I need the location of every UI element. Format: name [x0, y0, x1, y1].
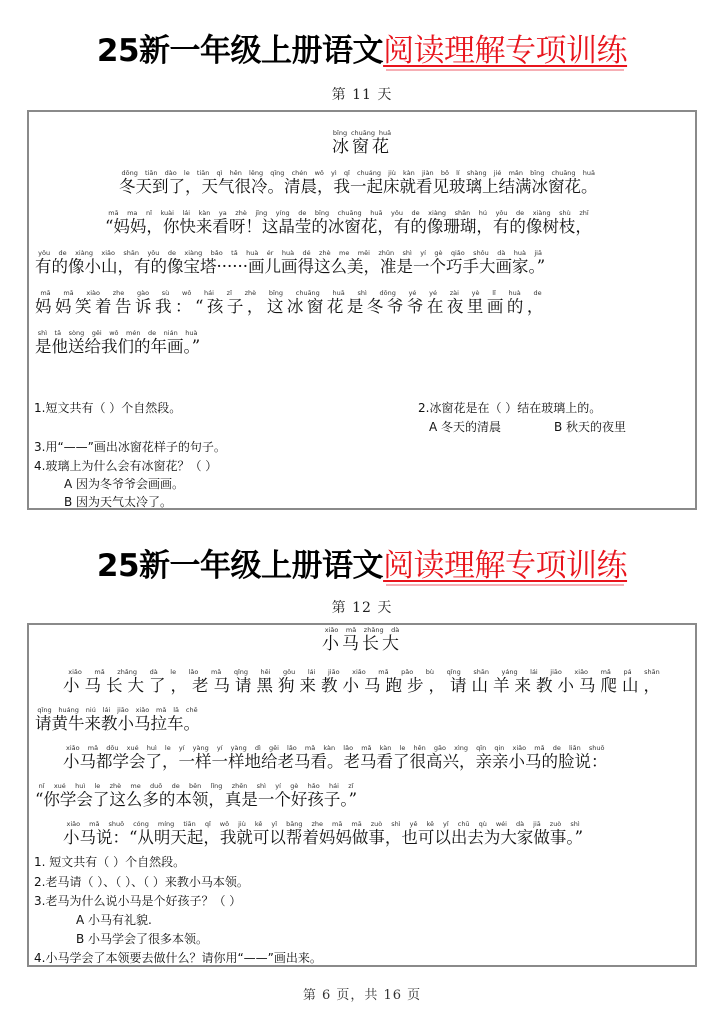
- story-title: 小马长大xiǎo mǎ zhǎng dà: [322, 626, 402, 654]
- question-4-option-b: B 因为天气太冷了。: [64, 495, 173, 509]
- question-1: 1.短文共有（ ）个自然段。: [34, 401, 182, 415]
- day-label: 第 12 天: [331, 600, 393, 616]
- question-3: 3.老马为什么说小马是个好孩子？（ ）: [34, 894, 242, 908]
- story-line: 小马说：“从明天起，我就可以帮着妈妈做事，也可以出去为大家做事。”xiǎo mǎ shuō cóng míng tiān qǐ wǒ jiù kě yǐ bāng zhe mā mā zuò shì yě kě yǐ chū qù wéi dà jiā zuò shì: [63, 820, 584, 847]
- title-highlight: 阅读理解专项训练: [383, 33, 628, 69]
- day-label: 第 11 天: [331, 87, 393, 103]
- title-prefix: 25新一年级上册语文: [96, 33, 384, 69]
- question-2: 2.冰窗花是在（ ）结在玻璃上的。: [418, 401, 602, 415]
- question-4-option-a: A 因为冬爷爷会画画。: [64, 477, 185, 491]
- title-prefix: 25新一年级上册语文: [96, 548, 384, 584]
- story-line: 妈妈笑着告诉我：“孩子，这冰窗花是冬爷爷在夜里画的，mā mā xiào zhe gào sù wǒ hái zǐ zhè bīng chuāng huā shì dōng yé yé zài yè lǐ huà de: [35, 289, 547, 316]
- question-4: 4.玻璃上为什么会有冰窗花？（ ）: [34, 459, 218, 473]
- question-3-option-b: B 小马学会了很多本领。: [76, 932, 209, 946]
- question-2-option-b: B 秋天的夜里: [554, 420, 627, 434]
- story-line: 冬天到了，天气很冷。清晨，我一起床就看见玻璃上结满冰窗花。dōng tiān dào le tiān qì hěn lěng qīng chén wǒ yì qǐ chuáng jiù kàn jiàn bō lí shàng jié mǎn bīng chuāng huā: [119, 169, 598, 196]
- story-line: 是他送给我们的年画。”shì tā sòng gěi wǒ mén de nián huà: [35, 329, 201, 356]
- page-number: 第 6 页，共 16 页: [302, 988, 422, 1003]
- story-line: 请黄牛来教小马拉车。qǐng huáng niú lái jiāo xiǎo mǎ lā chē: [35, 706, 200, 733]
- question-4: 4.小马学会了本领要去做什么？请你用“——”画出来。: [34, 951, 322, 965]
- question-2: 2.老马请（ ）、（ ）、（ ）来教小马本领。: [34, 875, 249, 889]
- reading-box-day-12: [27, 623, 697, 967]
- story-line: 小马长大了，老马请黑狗来教小马跑步，请山羊来教小马爬山，xiǎo mǎ zhǎng dà le lǎo mǎ qǐng hēi gǒu lái jiāo xiǎo mǎ pǎo bù qǐng shān yáng lái jiāo xiǎo mǎ pá shān: [63, 668, 665, 695]
- reading-box-day-11: [27, 110, 697, 510]
- story-line: 有的像小山，有的像宝塔······画儿画得这么美，准是一个巧手大画家。”yǒu de xiàng xiǎo shān yǒu de xiàng bǎo tǎ huà ér huà dé zhè me měi zhǔn shì yí gè qiǎo shǒu dà huà jiā: [35, 249, 546, 276]
- title-highlight: 阅读理解专项训练: [383, 548, 628, 584]
- question-3-option-a: A 小马有礼貌.: [76, 913, 152, 927]
- story-line: 小马都学会了，一样一样地给老马看。老马看了很高兴，亲亲小马的脸说：xiǎo mǎ dōu xué huì le yí yàng yí yàng dì gěi lǎo mǎ kàn lǎo mǎ kàn le hěn gāo xìng qīn qin xiǎo mǎ de liǎn shuō: [63, 744, 608, 771]
- question-3: 3.用“——”画出冰窗花样子的句子。: [34, 440, 226, 454]
- story-line: “妈妈，你快来看呀！这晶莹的冰窗花，有的像珊瑚，有的像树枝，mā ma nǐ kuài lái kàn ya zhè jīng yíng de bīng chuāng huā yǒu de xiàng shān hú yǒu de xiàng shù zhī: [105, 209, 592, 236]
- story-line: “你学会了这么多的本领，真是一个好孩子。”nǐ xué huì le zhè me duō de běn lǐng zhēn shì yí gè hǎo hái zǐ: [35, 782, 358, 809]
- question-2-option-a: A 冬天的清晨: [429, 420, 502, 434]
- worksheet-title: [0, 546, 724, 586]
- story-title: 冰窗花bīng chuāng huā: [332, 129, 392, 157]
- question-1: 1. 短文共有（ ）个自然段。: [34, 855, 186, 869]
- worksheet-title: [0, 31, 724, 71]
